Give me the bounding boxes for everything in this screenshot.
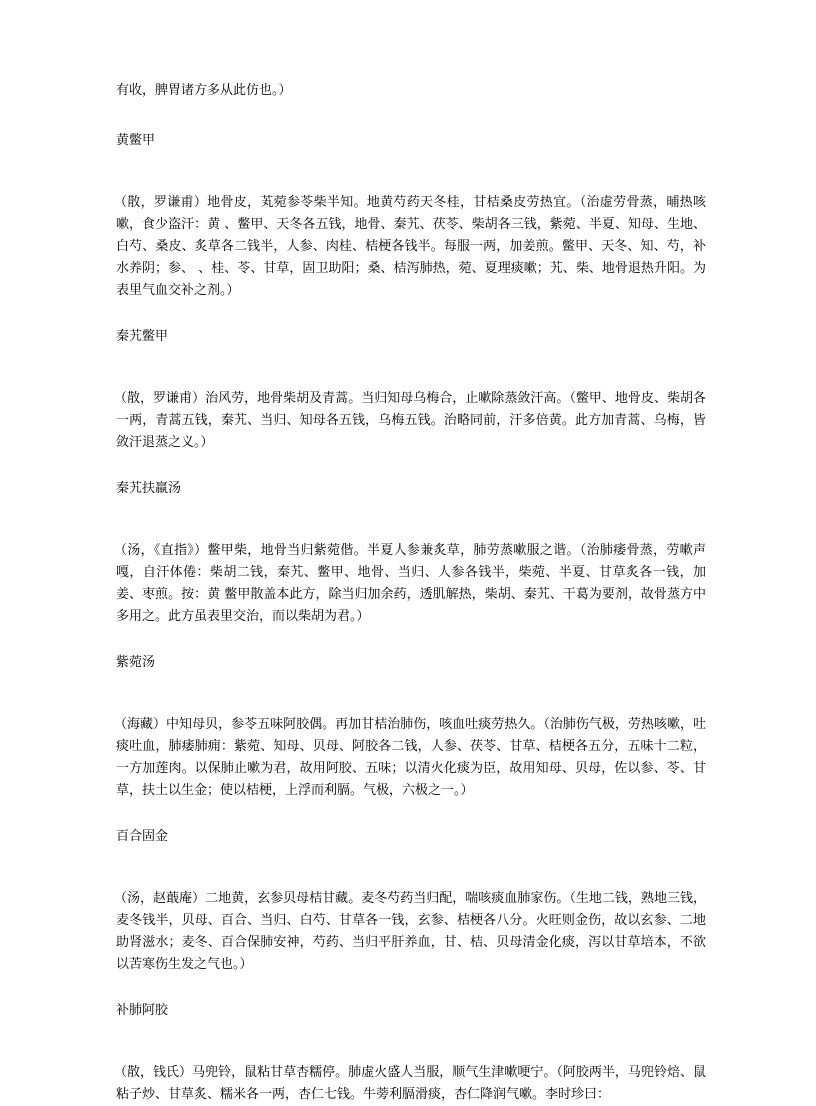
spacer: [116, 628, 706, 652]
section-body: （汤，《直指》）鳖甲柴，地骨当归紫菀偕。半夏人参兼炙草，肺劳蒸嗽服之谐。（治肺痿骨蒸，劳嗽声嘎，自汗体倦：柴胡二钱，秦艽、鳖甲、地骨、当归、人参各钱半，柴菀、半夏、甘草炙各一钱，加姜、枣煎。按：黄 鳖甲散盖本此方，除当归加余药，透肌解热，柴胡、秦艽、干葛为要剂，故骨蒸方中多用之。此方虽表里交治，而以柴胡为君。）: [114, 543, 706, 624]
section-body: （海藏）中知母贝，参苓五味阿胶偶。再加甘桔治肺伤，咳血吐痰劳热久。（治肺伤气极，劳热咳嗽，吐痰吐血，肺痿肺痈：紫菀、知母、贝母、阿胶各二钱，人参、茯苓、甘草、桔梗各五分，五味十二粒，一方加莲肉。以保肺止嗽为君，故用阿胶、五味；以清火化痰为臣，故用知母、贝母，佐以参、苓、甘草，扶土以生金；使以桔梗，上浮而利膈。气极，六极之一。）: [114, 717, 706, 798]
spacer: [116, 102, 706, 130]
spacer: [116, 976, 706, 1000]
section-qinjiao-biejia: [116, 326, 706, 478]
spacer: [116, 454, 706, 478]
spacer: [116, 152, 706, 192]
section-title: 秦艽扶羸汤: [116, 481, 182, 496]
section-body: （散，钱氏）马兜铃，鼠粘甘草杏糯停。肺虚火盛人当服，顺气生津嗽哽宁。（阿胶两半，马兜铃焙、鼠粘子炒、甘草炙、糯米各一两，杏仁七钱。牛蒡利膈滑痰，杏仁降润气嗽。李时珍曰：: [114, 1065, 706, 1102]
section-baihe-gujin: [116, 826, 706, 1000]
section-title: 百合固金: [116, 829, 169, 844]
section-body: （汤，赵蕺庵）二地黄，玄参贝母桔甘藏。麦冬芍药当归配，喘咳痰血肺家伤。（生地二钱，熟地三钱，麦冬钱半，贝母、百合、当归、白芍、甘草各一钱，玄参、桔梗各八分。火旺则金伤，故以玄参、二地助肾滋水；麦冬、百合保肺安神，芍药、当归平肝养血，甘、桔、贝母清金化痰，泻以甘草培本，不欲以苦寒伤生发之气也。）: [114, 891, 706, 972]
section-title: 补肺阿胶: [116, 1003, 169, 1018]
spacer: [116, 848, 706, 888]
section-title: 秦艽鳖甲: [116, 329, 169, 344]
section-huang-biejia: [116, 130, 706, 326]
intro-text: 有收，脾胃诸方多从此仿也。）: [116, 83, 292, 98]
section-title: 黄鳖甲: [116, 133, 156, 148]
section-body: （散，罗谦甫）治风劳，地骨柴胡及青蒿。当归知母乌梅合，止嗽除蒸敛汗高。（鳖甲、地骨皮、柴胡各一两，青蒿五钱，秦艽、当归、知母各五钱，乌梅五钱。治略同前，汗多倍黄。此方加青蒿、乌梅，皆敛汗退蒸之义。）: [114, 391, 706, 450]
spacer: [116, 674, 706, 714]
spacer: [116, 500, 706, 540]
section-title: 紫菀汤: [116, 655, 156, 670]
spacer: [116, 302, 706, 326]
spacer: [116, 802, 706, 826]
spacer: [116, 1022, 706, 1062]
section-qinjiao-fuying-tang: [116, 478, 706, 652]
section-bufei-ejiao: [116, 1000, 706, 1106]
section-ziwan-tang: [116, 652, 706, 826]
document-page: [116, 80, 706, 1106]
section-body: （散，罗谦甫）地骨皮，芄菀参苓柴半知。地黄芍药天冬桂，甘桔桑皮劳热宜。（治虚劳骨蒸，晡热咳嗽，食少盗汗：黄 、鳖甲、天冬各五钱，地骨、秦艽、茯苓、柴胡各三钱，紫菀、半夏、知母、生地、白芍、桑皮、炙草各二钱半，人参、肉桂、桔梗各钱半。每服一两，加姜煎。鳖甲、天冬、知、芍，补水养阴；参、 、桂、苓、甘草，固卫助阳；桑、桔泻肺热，菀、夏理痰嗽；艽、柴、地骨退热升阳。为表里气血交补之剂。）: [114, 195, 706, 298]
spacer: [116, 348, 706, 388]
